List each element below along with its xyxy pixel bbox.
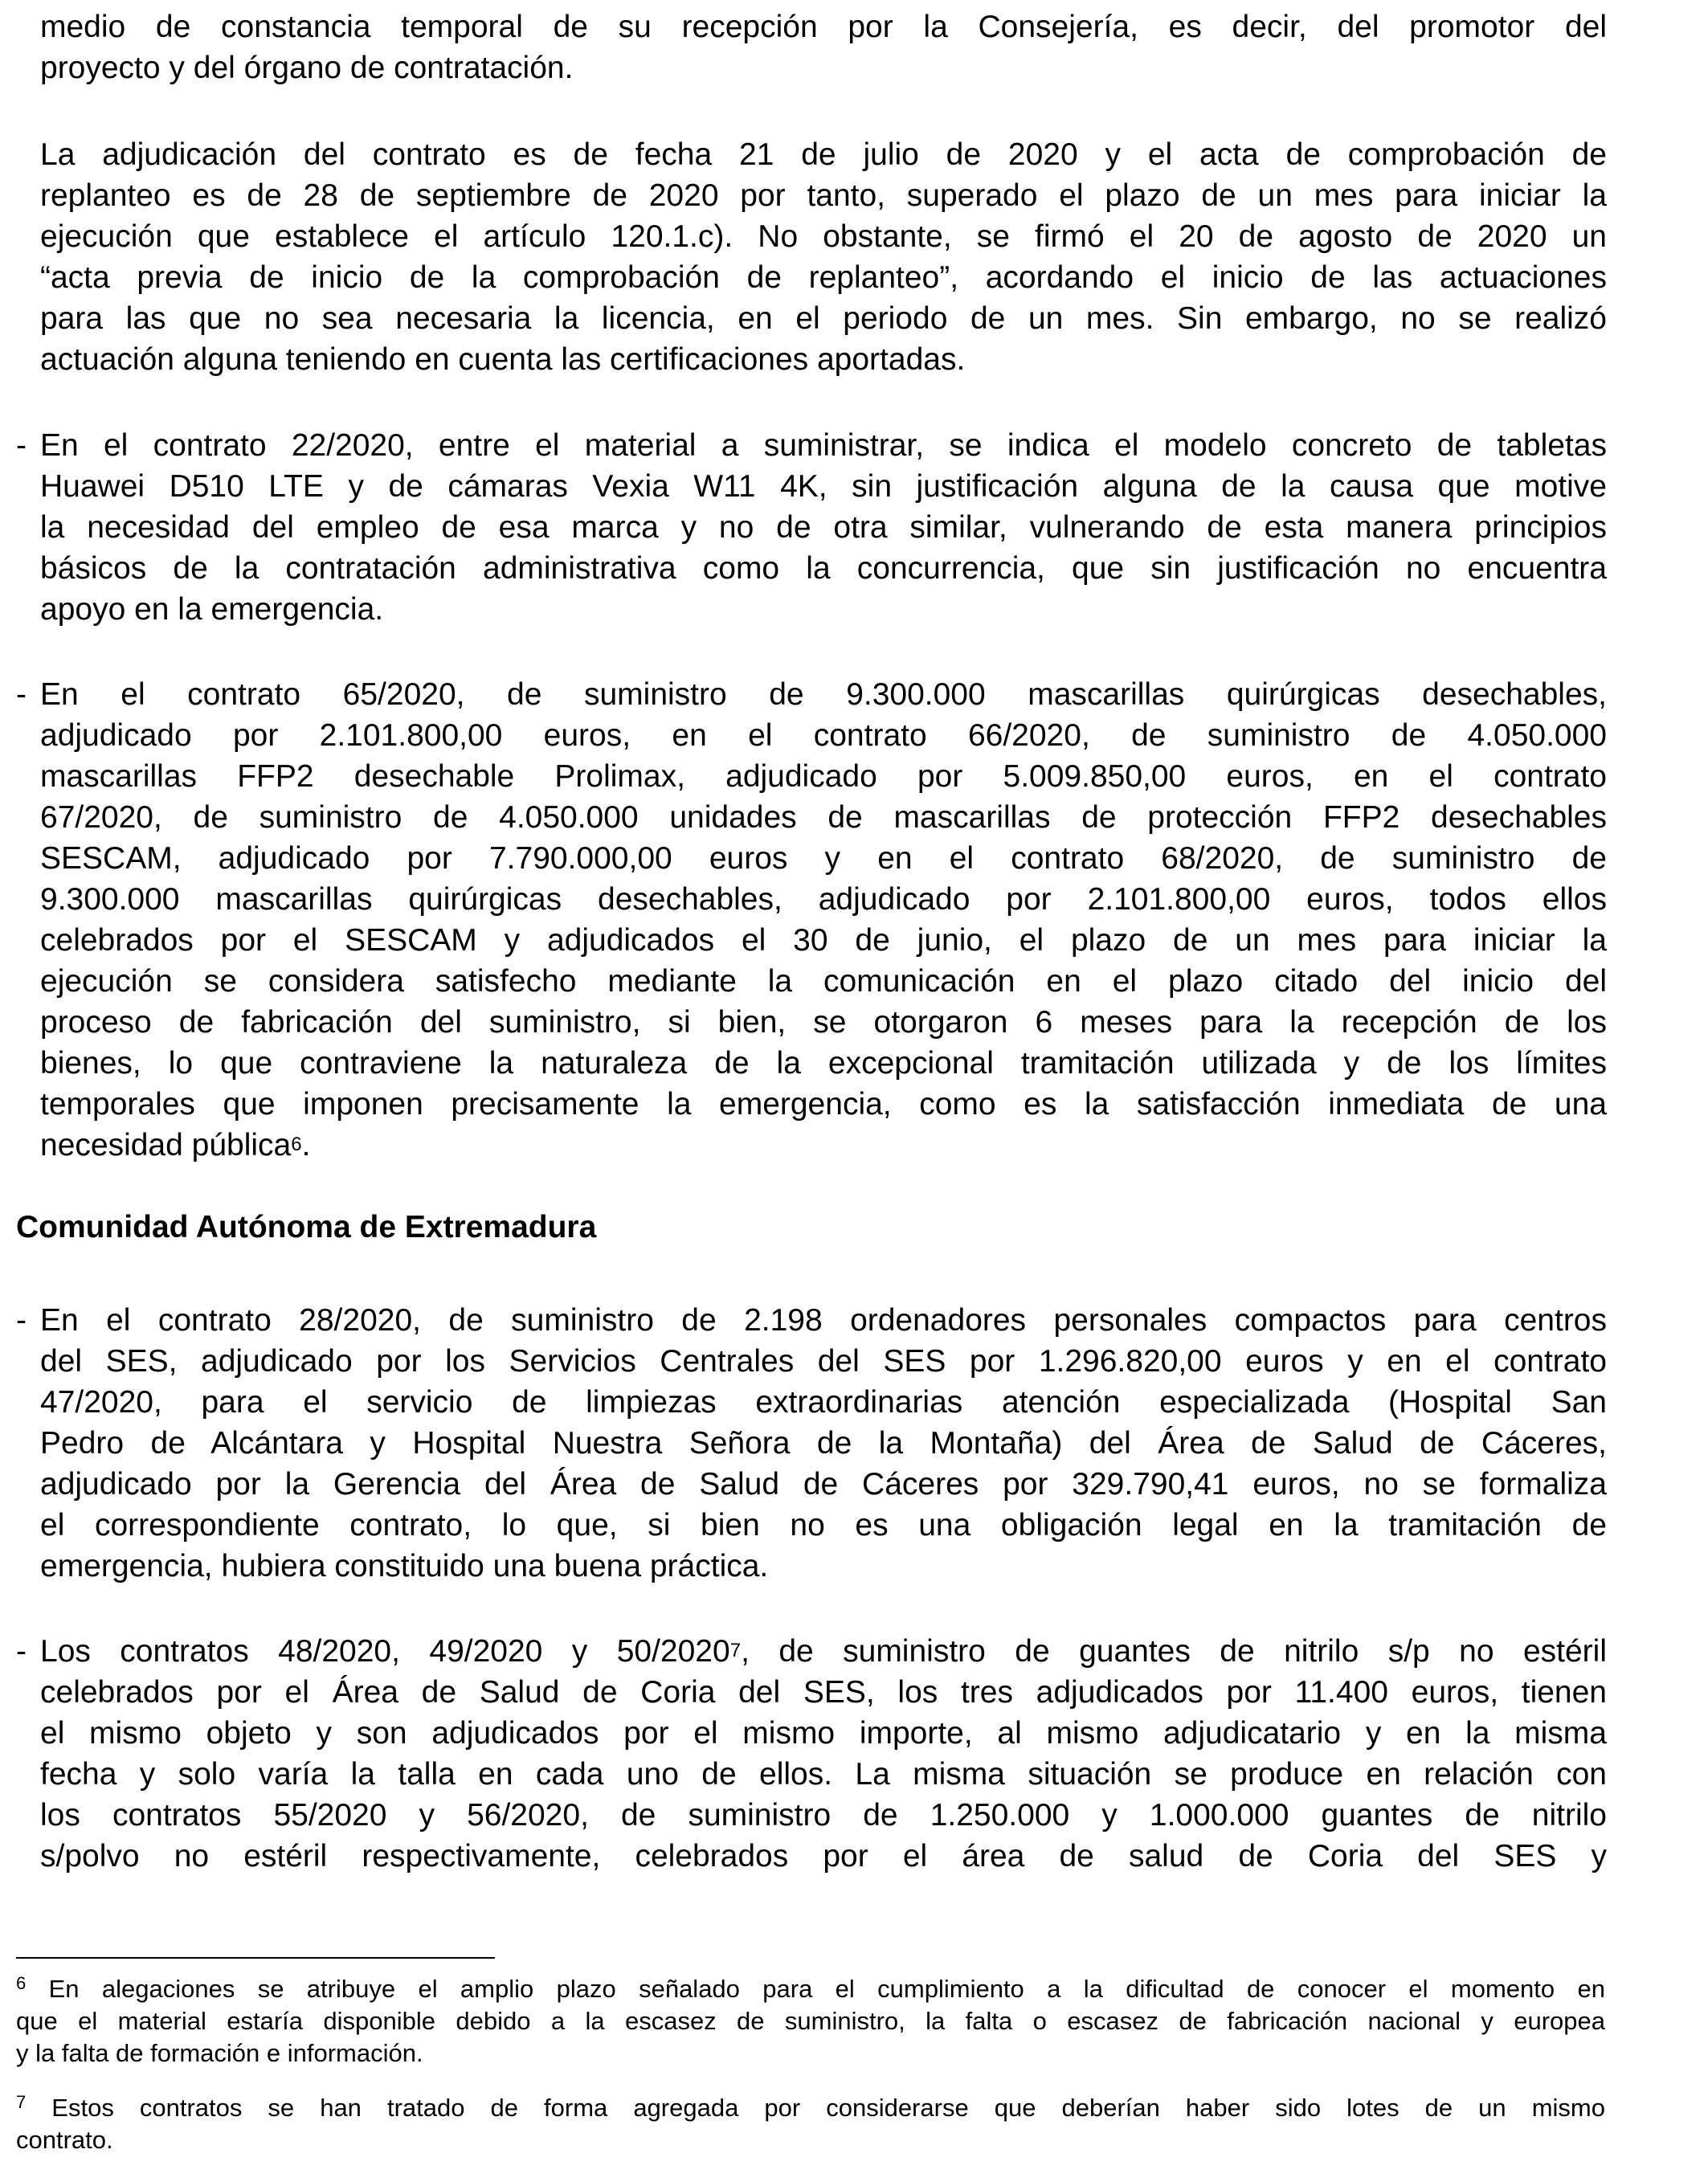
text-line: En el contrato 65/2020, de suministro de 9.300.000 mascarillas quirúrgicas desechables,	[40, 677, 1607, 712]
text-line: La adjudicación del contrato es de fecha 21 de julio de 2020 y el acta de comprobación de	[40, 137, 1607, 172]
text-line	[40, 1125, 310, 1166]
text-line: fecha y solo varía la talla en cada uno de ellos. La misma situación se produce en relación con	[40, 1757, 1607, 1792]
footnote-separator	[16, 1957, 495, 1959]
text-line: bienes, lo que contraviene la naturaleza de la excepcional tramitación utilizada y de los límites	[40, 1046, 1607, 1081]
text-line: mascarillas FFP2 desechable Prolimax, adjudicado por 5.009.850,00 euros, en el contrato	[40, 759, 1607, 794]
text-line: 47/2020, para el servicio de limpiezas extraordinarias atención especializada (Hospital San	[40, 1385, 1607, 1420]
footnote-line: y la falta de formación e información.	[16, 2039, 423, 2067]
text-line: el mismo objeto y son adjudicados por el mismo importe, al mismo adjudicatario y en la misma	[40, 1716, 1607, 1751]
bullet-marker: -	[16, 677, 27, 712]
text-line: la necesidad del empleo de esa marca y no de otra similar, vulnerando de esta manera principios	[40, 510, 1607, 545]
footnote-line: que el material estaría disponible debido a la escasez de suministro, la falta o escasez de fabricación nacional y europea	[16, 2007, 1605, 2035]
footnote-number: 7	[16, 2092, 27, 2112]
footnote-number: 6	[16, 1973, 27, 1993]
text-line: medio de constancia temporal de su recepción por la Consejería, es decir, del promotor del	[40, 10, 1607, 44]
text-line: 67/2020, de suministro de 4.050.000 unidades de mascarillas de protección FFP2 desechables	[40, 800, 1607, 835]
text-line: replanteo es de 28 de septiembre de 2020 por tanto, superado el plazo de un mes para iniciar la	[40, 178, 1607, 213]
text-line: En el contrato 22/2020, entre el material a suministrar, se indica el modelo concreto de tabletas	[40, 428, 1607, 463]
text-fragment: .	[301, 1128, 311, 1163]
text-line: adjudicado por 2.101.800,00 euros, en el contrato 66/2020, de suministro de 4.050.000	[40, 718, 1607, 753]
text-line: actuación alguna teniendo en cuenta las certificaciones aportadas.	[40, 342, 966, 377]
text-line: Huawei D510 LTE y de cámaras Vexia W11 4K, sin justificación alguna de la causa que motive	[40, 469, 1607, 504]
text-line: celebrados por el SESCAM y adjudicados el 30 de junio, el plazo de un mes para iniciar la	[40, 923, 1607, 958]
bullet-marker: -	[16, 1634, 27, 1669]
text-line: para las que no sea necesaria la licencia, en el periodo de un mes. Sin embargo, no se realizó	[40, 301, 1607, 336]
bullet-marker: -	[16, 1303, 27, 1338]
text-fragment: necesidad pública	[40, 1128, 292, 1163]
text-line: celebrados por el Área de Salud de Coria del SES, los tres adjudicados por 11.400 euros, tienen	[40, 1675, 1607, 1710]
text-fragment: Los contratos 48/2020, 49/2020 y 50/2020	[40, 1634, 730, 1669]
text-line: 9.300.000 mascarillas quirúrgicas desechables, adjudicado por 2.101.800,00 euros, todos ellos	[40, 882, 1607, 917]
text-line: ejecución que establece el artículo 120.1.c). No obstante, se firmó el 20 de agosto de 2020 un	[40, 219, 1607, 254]
text-line: adjudicado por la Gerencia del Área de Salud de Cáceres por 329.790,41 euros, no se formaliza	[40, 1467, 1607, 1502]
text-line: proceso de fabricación del suministro, si bien, se otorgaron 6 meses para la recepción de los	[40, 1005, 1607, 1040]
footnote-line	[16, 2092, 1605, 2127]
text-line: SESCAM, adjudicado por 7.790.000,00 euros y en el contrato 68/2020, de suministro de	[40, 841, 1607, 876]
text-line: s/polvo no estéril respectivamente, celebrados por el área de salud de Coria del SES y	[40, 1839, 1607, 1873]
text-line: “acta previa de inicio de la comprobación de replanteo”, acordando el inicio de las actuaciones	[40, 260, 1607, 295]
bullet-marker: -	[16, 428, 27, 463]
footnote-line	[16, 1973, 1605, 2008]
text-fragment: Estos contratos se han tratado de forma agregada por considerarse que deberían haber sido lotes de un mismo	[51, 2094, 1605, 2122]
text-line: básicos de la contratación administrativa como la concurrencia, que sin justificación no encuentra	[40, 551, 1607, 586]
text-line: Pedro de Alcántara y Hospital Nuestra Señora de la Montaña) del Área de Salud de Cáceres,	[40, 1426, 1607, 1461]
footnote-ref-6[interactable]: 6	[291, 1134, 302, 1155]
text-line: del SES, adjudicado por los Servicios Centrales del SES por 1.296.820,00 euros y en el contrato	[40, 1344, 1607, 1379]
text-line: el correspondiente contrato, lo que, si bien no es una obligación legal en la tramitación de	[40, 1508, 1607, 1543]
text-line: En el contrato 28/2020, de suministro de 2.198 ordenadores personales compactos para centros	[40, 1303, 1607, 1338]
text-line: ejecución se considera satisfecho mediante la comunicación en el plazo citado del inicio del	[40, 964, 1607, 999]
text-line: temporales que imponen precisamente la emergencia, como es la satisfacción inmediata de una	[40, 1087, 1607, 1122]
footnote-ref-7[interactable]: 7	[729, 1640, 742, 1661]
text-line	[40, 1631, 1607, 1672]
text-line: los contratos 55/2020 y 56/2020, de suministro de 1.250.000 y 1.000.000 guantes de nitrilo	[40, 1798, 1607, 1833]
text-line: proyecto y del órgano de contratación.	[40, 51, 574, 85]
text-fragment: En alegaciones se atribuye el amplio plazo señalado para el cumplimiento a la dificultad de conocer el momento en	[48, 1975, 1605, 2003]
text-line: apoyo en la emergencia.	[40, 592, 384, 627]
text-line: emergencia, hubiera constituido una buena práctica.	[40, 1549, 769, 1583]
text-fragment: , de suministro de guantes de nitrilo s/p no estéril	[741, 1634, 1607, 1669]
footnote-line: contrato.	[16, 2126, 113, 2154]
section-heading: Comunidad Autónoma de Extremadura	[16, 1210, 597, 1244]
